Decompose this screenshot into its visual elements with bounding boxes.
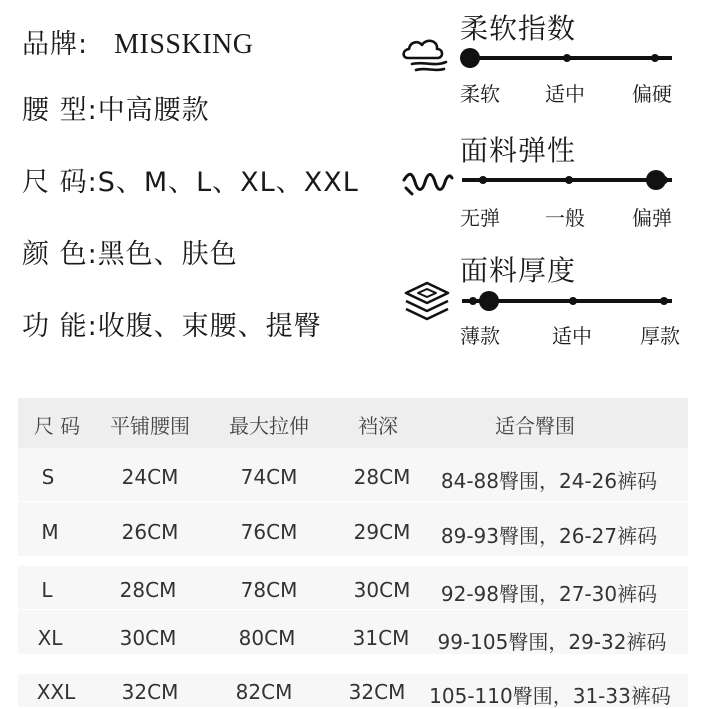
size-table-header-cell: 裆深 — [358, 414, 398, 438]
spec-function — [22, 304, 322, 343]
spec-color-label: 颜 色: — [22, 239, 98, 270]
rise-cell: 28CM — [353, 465, 411, 489]
cloud-wind-icon — [400, 34, 452, 74]
size-table-row-separator — [18, 501, 688, 502]
hip-fit-cell: 92-98臀围，27-30裤码 — [440, 582, 658, 606]
spec-waist-label: 腰 型: — [22, 95, 98, 126]
rise-cell: 32CM — [348, 680, 406, 704]
waist-cell: 24CM — [121, 465, 179, 489]
scale-thickness-tick-left — [469, 297, 477, 305]
scale-elasticity-tick-mid — [565, 176, 573, 184]
spec-color — [22, 232, 238, 271]
size-table-header-cell: 适合臀围 — [495, 414, 575, 438]
spec-color-value: 黑色、肤色 — [97, 239, 238, 270]
stretch-cell: 74CM — [240, 465, 298, 489]
stretch-cell: 78CM — [240, 578, 298, 602]
hip-fit-cell: 89-93臀围，26-27裤码 — [440, 524, 658, 548]
size-cell: S — [41, 465, 55, 489]
waist-cell: 30CM — [119, 626, 177, 650]
hip-fit-cell: 99-105臀围，29-32裤码 — [437, 630, 667, 654]
scale-elasticity-label-high: 偏弹 — [632, 206, 672, 230]
spec-brand — [22, 22, 253, 61]
scale-softness-label-low: 柔软 — [460, 82, 500, 106]
scale-elasticity-title: 面料弹性 — [460, 134, 577, 167]
rise-cell: 29CM — [353, 520, 411, 544]
scale-thickness-label-mid: 适中 — [552, 324, 592, 348]
spec-waist — [22, 88, 210, 127]
scale-elasticity-label-mid: 一般 — [545, 206, 585, 230]
spec-size-label: 尺 码: — [22, 167, 98, 198]
scale-elasticity-marker — [646, 170, 666, 190]
scale-softness-label-mid: 适中 — [545, 82, 585, 106]
stretch-wave-icon — [402, 168, 454, 196]
hip-fit-cell: 84-88臀围，24-26裤码 — [440, 469, 658, 493]
size-table-row-separator — [18, 609, 688, 610]
rise-cell: 30CM — [353, 578, 411, 602]
scale-thickness-title: 面料厚度 — [460, 254, 577, 287]
spec-function-label: 功 能: — [22, 311, 98, 342]
rise-cell: 31CM — [352, 626, 410, 650]
size-cell: M — [41, 520, 59, 544]
spec-brand-value: MISSKING — [114, 29, 254, 60]
hip-fit-cell: 105-110臀围，31-33裤码 — [429, 684, 671, 708]
scale-thickness-marker — [479, 291, 499, 311]
scale-softness-title: 柔软指数 — [460, 12, 577, 45]
scale-elasticity-tick-left — [479, 176, 487, 184]
stretch-cell: 80CM — [238, 626, 296, 650]
size-cell: L — [41, 578, 53, 602]
layers-icon — [402, 280, 452, 324]
spec-brand-label: 品牌: — [22, 29, 89, 60]
scale-softness-tick-mid — [563, 54, 571, 62]
stretch-cell: 76CM — [240, 520, 298, 544]
size-table-header-cell: 平铺腰围 — [110, 414, 190, 438]
stretch-cell: 82CM — [235, 680, 293, 704]
size-table-header-cell: 尺 码 — [33, 414, 81, 438]
scale-thickness-label-low: 薄款 — [460, 324, 500, 348]
waist-cell: 28CM — [119, 578, 177, 602]
spec-function-value: 收腹、束腰、提臀 — [97, 311, 322, 342]
scale-softness-label-high: 偏硬 — [632, 82, 672, 106]
scale-thickness-label-high: 厚款 — [640, 324, 680, 348]
spec-size — [22, 160, 359, 199]
spec-size-value: S、M、L、XL、XXL — [97, 167, 359, 198]
spec-waist-value: 中高腰款 — [97, 95, 210, 126]
waist-cell: 32CM — [121, 680, 179, 704]
scale-elasticity-label-low: 无弹 — [460, 206, 500, 230]
size-cell: XL — [37, 626, 63, 650]
scale-softness-marker — [460, 48, 480, 68]
scale-thickness-tick-right — [660, 297, 668, 305]
size-cell: XXL — [36, 680, 76, 704]
scale-thickness-tick-mid — [569, 297, 577, 305]
waist-cell: 26CM — [121, 520, 179, 544]
scale-softness-tick-right — [651, 54, 659, 62]
size-table-header-cell: 最大拉伸 — [229, 414, 309, 438]
